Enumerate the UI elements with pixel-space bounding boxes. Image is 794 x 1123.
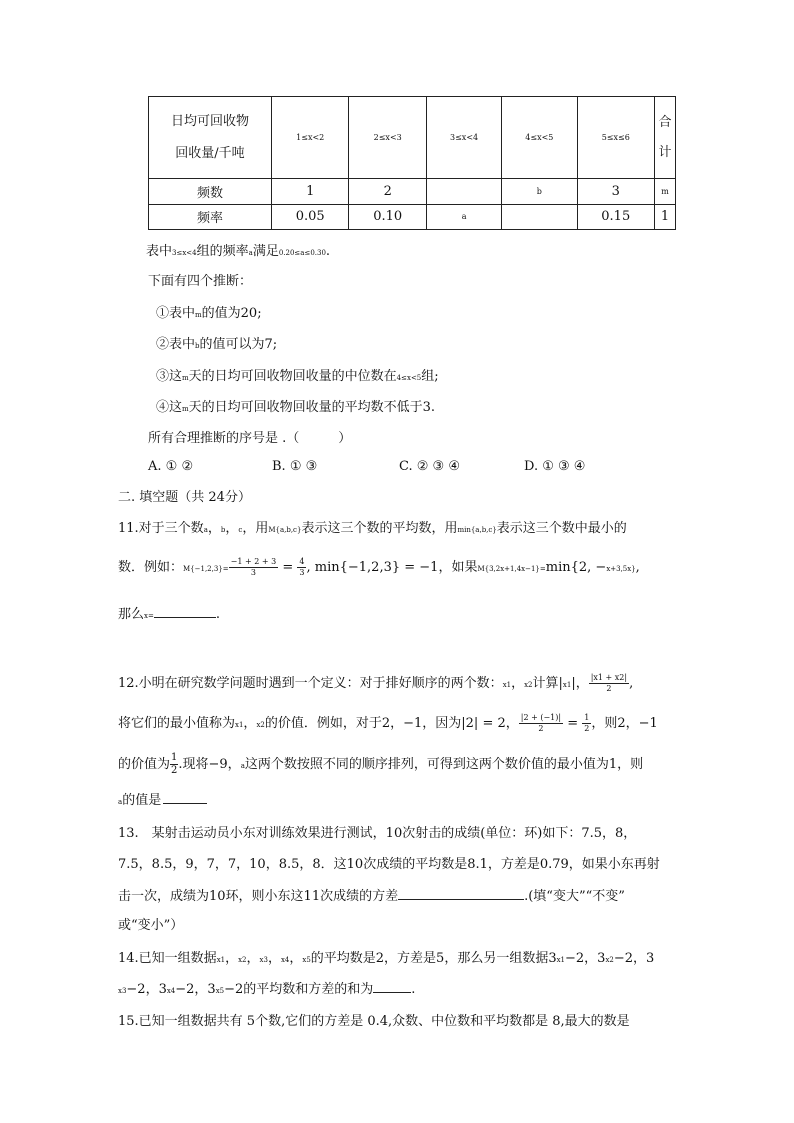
- table-cell: 1: [655, 204, 676, 229]
- table-header-cell: 4≤x<5: [502, 97, 577, 179]
- table-cell: a: [426, 204, 501, 229]
- fraction: $\frac{-1 + 2 + 3}{3}$: [230, 557, 277, 577]
- table-cell: 0.10: [349, 204, 426, 229]
- answer-blank[interactable]: [373, 980, 411, 993]
- table-cell: 0.05: [272, 204, 349, 229]
- q13-line2: 7.5，8.5，9，7，7，10，8.5，8．这10次成绩的平均数是8.1，方差是0.79，如果小东再射: [118, 857, 660, 872]
- table-header-cell: 5≤x≤6: [577, 97, 655, 179]
- table-header-cell: 3≤x<4: [426, 97, 501, 179]
- table-header-cell: [655, 97, 676, 179]
- header-total-line2: 计: [658, 144, 672, 160]
- q13-line3: 击一次，成绩为10环，则小东这11次成绩的方差 .(填“变大”“不变”: [118, 889, 625, 904]
- table-header-cell: 1≤x<2: [272, 97, 349, 179]
- fraction: $\frac{|x1 + x2|}{2}$: [590, 673, 628, 693]
- table-row: [149, 179, 676, 204]
- answer-blank[interactable]: [163, 791, 207, 804]
- q14-line1: 14.已知一组数据x1，x2，x3，x4，x5的平均数是2，方差是5，那么另一组数据3x1−2，3x2−2，3: [118, 951, 655, 966]
- frequency-table: [148, 96, 676, 230]
- q13-line4: 或“变小”）: [118, 918, 184, 933]
- table-cell: m: [655, 179, 676, 204]
- option-b: B. ① ③: [272, 459, 318, 474]
- q11-line3: 那么x= .: [118, 607, 220, 622]
- fraction: $\frac{1}{2}$: [584, 713, 590, 733]
- table-cell: 1: [272, 179, 349, 204]
- table-cell: 2: [349, 179, 426, 204]
- inference-1: ①表中m的值为20;: [156, 306, 262, 321]
- table-header-cell: 2≤x<3: [349, 97, 426, 179]
- q12-line4: a的值是: [118, 789, 207, 808]
- q15-line1: 15.已知一组数据共有 5个数,它们的方差是 0.4,众数、中位数和平均数都是 8,最大的数是: [118, 1014, 630, 1029]
- inference-2: ②表中b的值可以为7;: [156, 337, 278, 352]
- option-d: D. ① ③ ④: [524, 459, 586, 474]
- answer-blank[interactable]: [398, 887, 524, 900]
- inference-3: ③这m天的日均可回收物回收量的中位数在4≤x<5组;: [156, 369, 439, 384]
- table-cell: [502, 204, 577, 229]
- q11-line2: 数．例如：M{−1,2,3}= $\frac{-1 + 2 + 3}{3}$ = $\frac{4}{3}$ , min{−1,2,3} = −1，如果M{3,2x+1,4x−1}=min{2, −x+3,5x},: [118, 557, 640, 577]
- table-cell: 3: [577, 179, 655, 204]
- inference-4: ④这m天的日均可回收物回收量的平均数不低于3.: [156, 400, 436, 415]
- fraction: $\frac{|2 + (-1)|}{2}$: [520, 713, 562, 733]
- table-cell: b: [502, 179, 577, 204]
- table-cell: 频率: [149, 204, 272, 229]
- table-cell: 0.15: [577, 204, 655, 229]
- table-header-cell: [149, 97, 272, 179]
- table-row: [149, 204, 676, 229]
- header-label-line1: 日均可回收物: [170, 113, 249, 129]
- option-c: C. ② ③ ④: [399, 459, 460, 474]
- table-note: 表中3≤x<4组的频率a满足0.20≤a≤0.30.: [146, 244, 331, 259]
- fraction: $\frac{4}{3}$: [299, 557, 305, 577]
- q12-line3: 的价值为 $\frac{1}{2}$.现将−9，a这两个数按照不同的顺序排列，可得到这两个数价值的最小值为1，则: [118, 752, 644, 776]
- table-header-row: [149, 97, 676, 179]
- section-title: 二. 填空题（共 24分）: [118, 490, 251, 505]
- option-a: A. ① ②: [148, 459, 194, 474]
- header-label-line2: 回收量/千吨: [175, 145, 245, 161]
- q14-line2: x3−2，3x4−2，3x5−2的平均数和方差的和为 .: [118, 982, 416, 997]
- q11-line1: 11.对于三个数a，b，c，用M{a,b,c}表示这三个数的平均数，用min{a,b,c}表示这三个数中最小的: [118, 521, 627, 536]
- header-total-line1: 合: [658, 114, 672, 130]
- fraction: $\frac{1}{2}$: [171, 752, 178, 776]
- table-cell: [426, 179, 501, 204]
- question-prompt: 所有合理推断的序号是 .（ ）: [148, 431, 352, 446]
- q12-line1: 12.小明在研究数学问题时遇到一个定义：对于排好顺序的两个数：x1，x2计算|x1|， $\frac{|x1 + x2|}{2}$ ,: [118, 673, 634, 693]
- q13-line1: 13. 某射击运动员小东对训练效果进行测试，10次射击的成绩(单位：环)如下：7.5，8，: [118, 826, 637, 841]
- answer-blank[interactable]: [154, 605, 216, 618]
- inference-intro: 下面有四个推断：: [148, 274, 253, 289]
- table-cell: 频数: [149, 179, 272, 204]
- q12-line2: 将它们的最小值称为x1，x2的价值．例如，对于2，−1，因为|2| = 2， $\frac{|2 + (-1)|}{2}$ = $\frac{1}{2}$ ，则2，−1: [118, 713, 658, 733]
